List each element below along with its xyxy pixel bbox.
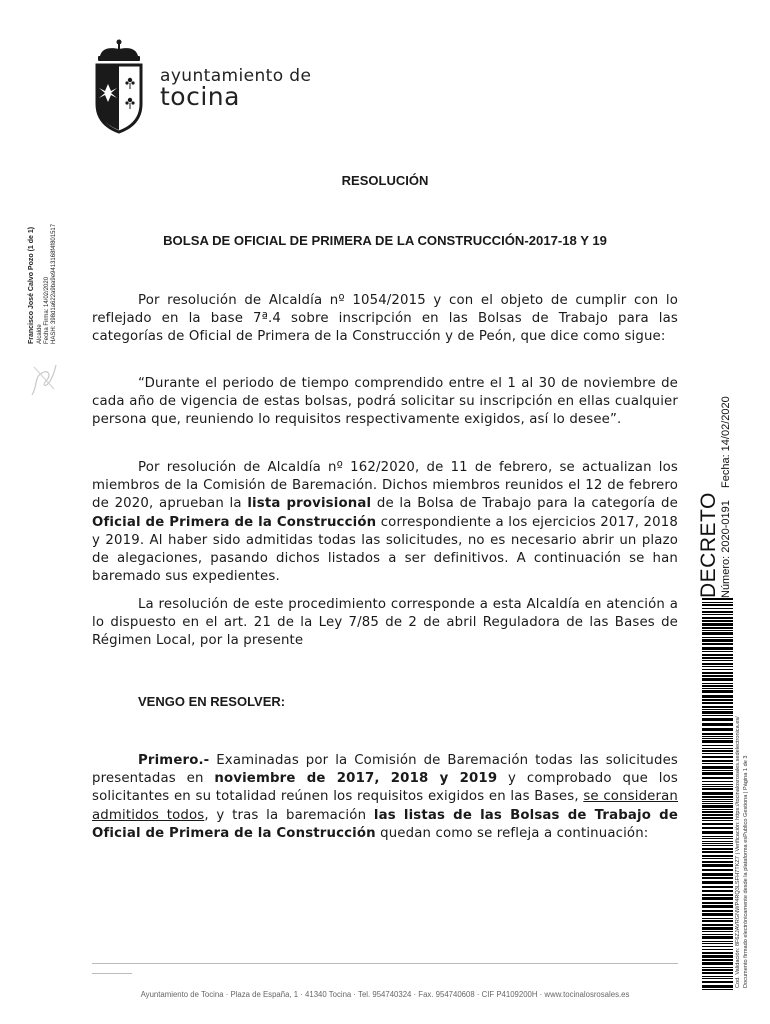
footer-divider [92,963,678,964]
signature-date: Fecha Firma: 14/02/2020 [44,276,50,344]
document-subject: BOLSA DE OFICIAL DE PRIMERA DE LA CONSTRUCCIÓN-2017-18 Y 19 [163,233,607,248]
barcode [702,598,733,990]
decreto-number: Número: 2020-0191 [720,500,732,598]
coat-of-arms-logo [88,38,150,134]
decreto-date: Fecha: 14/02/2020 [720,396,732,488]
p5-text-b: Examinadas por la Comisión de Baremación todas las solicitudes presentadas en [92,753,678,787]
org-name-line2: tocina [160,82,240,111]
paragraph-3 [92,459,678,586]
p5-text-h: quedan como se refleja a continuación: [375,825,649,841]
org-name-line1: ayuntamiento de [160,66,312,86]
p3-bold-lista: lista provisional [247,496,372,512]
signed-note: Documento firmado electrónicamente desde la plataforma esPublico Gestiona | Página 1 de 3 [743,755,749,988]
p3-bold-oficial: Oficial de Primera de la Construcción [92,514,377,530]
validation-code: Cod. Validación: 8F6ZJAVRGNWP4RQ3LSFH7TKZ7 | Verificación: https://tocinalosrosales.sedelectronica.es/ [735,716,741,988]
p5-text-d: y comprobado que los solicitantes en su totalidad reúnen los requisitos exigidos en las Bases, [92,771,678,805]
decreto-label: DECRETO [697,492,720,598]
footer-address: Ayuntamiento de Tocina · Plaza de España, 1 · 41340 Tocina · Tel. 954740324 · Fax. 954740608 · CIF P4109200H · www.tocinalosrosales.es [140,990,630,999]
signer-role: Alcalde [37,324,43,344]
signature-hash: HASH: 398d1a622a9ba9e9413168f4f801517 [51,223,57,344]
footer-divider-short [92,973,132,974]
paragraph-quote: “Durante el periodo de tiempo comprendido entre el 1 al 30 de noviembre de cada año de vigencia de estas bolsas, podrá solicitar su inscripción en ellas cualquier persona que, reuniendo lo requisitos respectivamente exigidos, así lo desee”. [92,376,678,428]
paragraph-primero [92,752,678,843]
p5-bold-dates: noviembre de 2017, 2018 y 2019 [214,771,498,787]
p5-bold-lists: las listas de las Bolsas de Trabajo de Oficial de Primera de la Construcción [92,807,678,841]
document-title: RESOLUCIÓN [341,173,429,188]
primero-label: Primero.- [138,753,210,768]
vengo-en-resolver: VENGO EN RESOLVER: [138,694,286,709]
paragraph-4: La resolución de este procedimiento corresponde a esta Alcaldía en atención a lo dispuesto en el art. 21 de la Ley 7/85 de 2 de abril Reguladora de las Bases de Régimen Local, por la presente [92,597,678,649]
paragraph-1: Por resolución de Alcaldía nº 1054/2015 y con el objeto de cumplir con lo reflejado en la base 7ª.4 sobre inscripción en las Bolsas de Trabajo para las categorías de Oficial de Primera de la Construcción y de Peón, que dice como sigue: [92,293,678,345]
p3-text-e: correspondiente a los ejercicios 2017, 2018 y 2019. Al haber sido admitidas todas las solicitudes, no es necesario abrir un plazo de alegaciones, pasando dichos listados a ser definitivos. A continuación se han baremado sus expedientes. [92,514,678,585]
p5-underlined: se consideran admitidos todos [92,789,678,823]
signer-name: Francisco José Calvo Pozo (1 de 1) [28,226,35,344]
p3-text-a: Por resolución de Alcaldía nº 162/2020, de 11 de febrero, se actualizan los miembros de la Comisión de Baremación. Dichos miembros reunidos el 12 de febrero de 2020, aprueban la [92,460,678,512]
p5-text-f: , y tras la baremación [204,807,374,823]
signature-mark-icon [28,355,60,401]
p3-text-c: de la Bolsa de Trabajo para la categoría de [371,496,678,512]
